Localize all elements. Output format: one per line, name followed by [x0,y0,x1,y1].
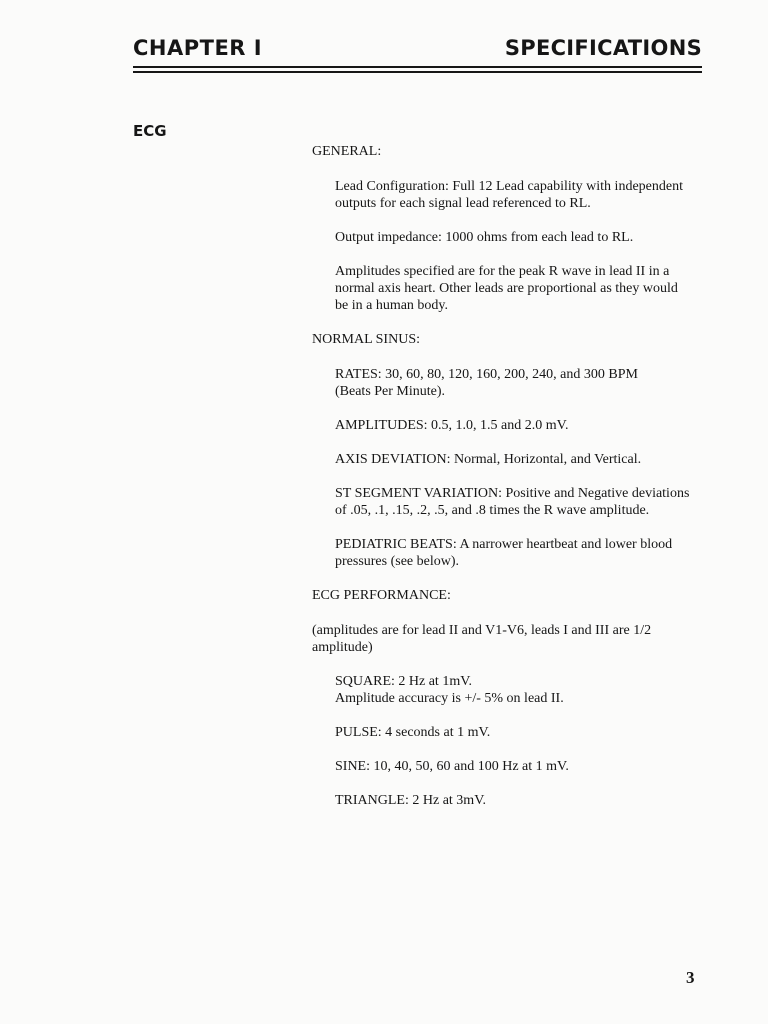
text-line: SINE: 10, 40, 50, 60 and 100 Hz at 1 mV. [335,759,569,774]
text-line: RATES: 30, 60, 80, 120, 160, 200, 240, and 300 BPM [335,367,638,382]
ecg-performance-heading: ECG PERFORMANCE: [312,588,451,603]
normal-sinus-heading: NORMAL SINUS: [312,332,420,347]
output-impedance [335,229,712,246]
text-line: pressures (see below). [335,554,460,569]
general-heading: GENERAL: [312,144,382,159]
text-line: (Beats Per Minute). [335,384,446,399]
amplitudes [335,417,712,434]
text-line: PULSE: 4 seconds at 1 mV. [335,725,491,740]
section-label: ECG [133,122,167,140]
amplitudes-note [335,263,712,314]
ecg-performance-note [312,622,712,656]
header-rule-bottom [133,71,702,73]
text-line: (amplitudes are for lead II and V1-V6, leads I and III are 1/2 [312,623,652,638]
text-line: ST SEGMENT VARIATION: Positive and Negative deviations [335,486,690,501]
text-line: of .05, .1, .15, .2, .5, and .8 times the R wave amplitude. [335,503,650,518]
page-header [133,36,702,66]
text-line: Lead Configuration: Full 12 Lead capability with independent [335,179,683,194]
square-wave [335,673,712,707]
pediatric-beats [335,536,712,570]
text-line: AMPLITUDES: 0.5, 1.0, 1.5 and 2.0 mV. [335,418,569,433]
text-line: Amplitudes specified are for the peak R wave in lead II in a [335,264,670,279]
text-line: outputs for each signal lead referenced to RL. [335,196,591,211]
rates [335,366,712,400]
spec-body [312,143,712,826]
st-segment-variation [335,485,712,519]
text-line: amplitude) [312,640,373,655]
text-line: normal axis heart. Other leads are proportional as they would [335,281,678,296]
axis-deviation [335,451,712,468]
page-number: 3 [686,968,695,987]
text-line: Amplitude accuracy is +/- 5% on lead II. [335,691,564,706]
triangle-wave [335,792,712,809]
pulse-wave [335,724,712,741]
chapter-title: SPECIFICATIONS [504,36,702,60]
lead-configuration [335,178,712,212]
text-line: PEDIATRIC BEATS: A narrower heartbeat and lower blood [335,537,673,552]
sine-wave [335,758,712,775]
text-line: TRIANGLE: 2 Hz at 3mV. [335,793,486,808]
text-line: Output impedance: 1000 ohms from each lead to RL. [335,230,634,245]
text-line: be in a human body. [335,298,449,313]
text-line: SQUARE: 2 Hz at 1mV. [335,674,473,689]
header-rule-top [133,66,702,68]
chapter-label: CHAPTER I [133,36,263,60]
text-line: AXIS DEVIATION: Normal, Horizontal, and Vertical. [335,452,642,467]
